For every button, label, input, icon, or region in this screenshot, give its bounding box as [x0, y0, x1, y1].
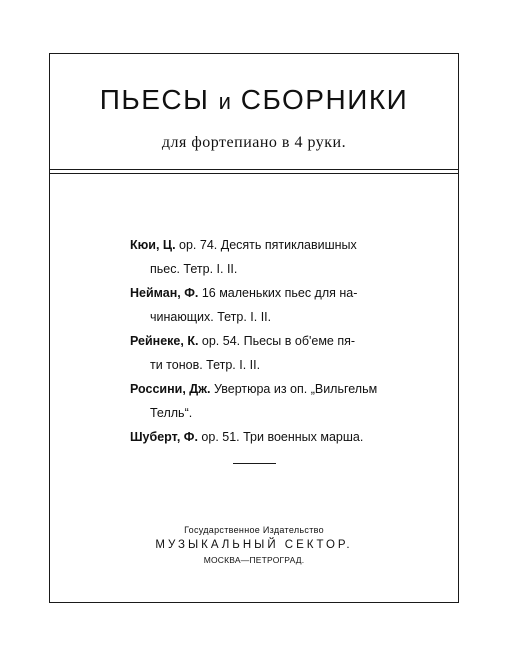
title-word-2: СБОРНИКИ	[240, 84, 409, 115]
entry-text: ор. 54. Пьесы в об'еме пя-	[201, 334, 356, 348]
catalog-list	[130, 233, 390, 449]
publisher-sector: МУЗЫКАЛЬНЫЙ СЕКТОР.	[155, 539, 353, 551]
header-divider-top	[49, 169, 459, 170]
entry-text: ор. 74. Десять пятиклавишных	[179, 238, 357, 252]
section-separator	[233, 463, 276, 464]
entry-text: ор. 51. Три военных марша.	[201, 430, 364, 444]
publisher-block	[49, 525, 459, 565]
header-divider-bottom	[49, 173, 459, 174]
entry-author: Шуберт, Ф.	[130, 430, 198, 444]
catalog-entry	[130, 377, 390, 425]
entry-text-cont: ти тонов. Тетр. I. II.	[150, 358, 261, 372]
entry-author: Рейнеке, К.	[130, 334, 199, 348]
entry-text-cont: пьес. Тетр. I. II.	[150, 262, 238, 276]
page-title	[49, 84, 459, 116]
catalog-entry	[130, 281, 390, 329]
entry-text: Увертюра из оп. „Вильгельм	[214, 382, 378, 396]
entry-text-cont: чинающих. Тетр. I. II.	[150, 310, 272, 324]
entry-author: Россини, Дж.	[130, 382, 211, 396]
catalog-entry	[130, 425, 390, 449]
entry-text: 16 маленьких пьес для на-	[201, 286, 358, 300]
page-subtitle: для фортепиано в 4 руки.	[161, 134, 347, 151]
catalog-entry	[130, 233, 390, 281]
publisher-cities: МОСКВА—ПЕТРОГРАД.	[203, 555, 305, 565]
publisher-name: Государственное Издательство	[184, 525, 324, 535]
title-conjunction: и	[218, 89, 232, 114]
title-word-1: ПЬЕСЫ	[99, 84, 210, 115]
entry-author: Кюи, Ц.	[130, 238, 176, 252]
entry-text-cont: Телль“.	[150, 406, 193, 420]
catalog-entry	[130, 329, 390, 377]
entry-author: Нейман, Ф.	[130, 286, 199, 300]
